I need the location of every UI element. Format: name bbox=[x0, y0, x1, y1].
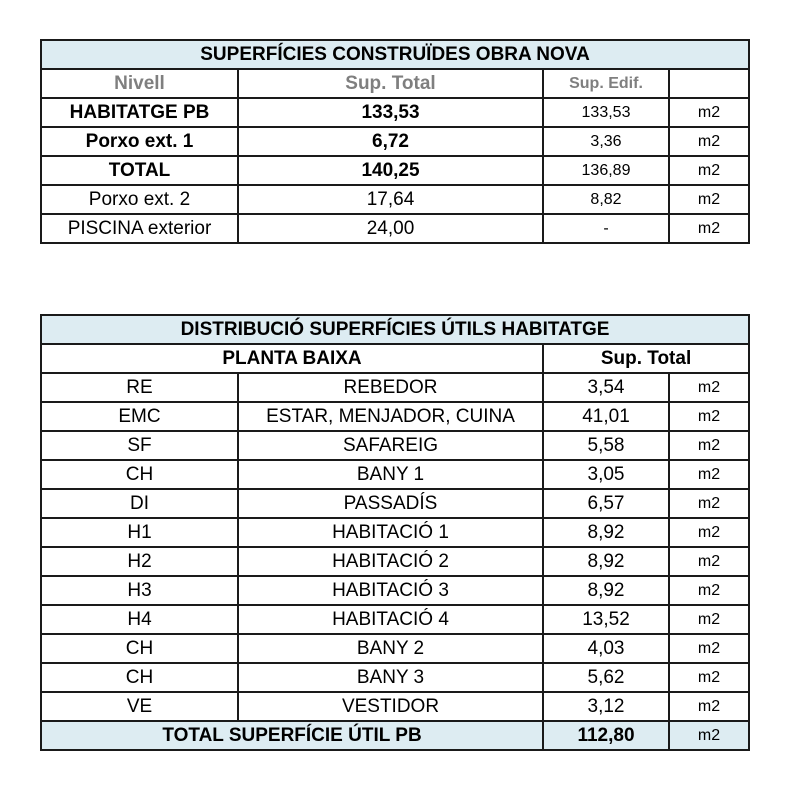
row-sup-total: 24,00 bbox=[238, 214, 543, 243]
row-code: RE bbox=[41, 373, 238, 402]
table-row bbox=[41, 156, 749, 185]
row-code: VE bbox=[41, 692, 238, 721]
row-name: PASSADÍS bbox=[238, 489, 543, 518]
header-unit-empty bbox=[669, 69, 749, 98]
row-unit: m2 bbox=[669, 634, 749, 663]
row-sup-edif: 136,89 bbox=[543, 156, 669, 185]
row-sup-total: 133,53 bbox=[238, 98, 543, 127]
table-row bbox=[41, 634, 749, 663]
row-nivell: PISCINA exterior bbox=[41, 214, 238, 243]
row-value: 6,57 bbox=[543, 489, 669, 518]
header-nivell: Nivell bbox=[41, 69, 238, 98]
table-row bbox=[41, 127, 749, 156]
row-value: 13,52 bbox=[543, 605, 669, 634]
table-row bbox=[41, 431, 749, 460]
row-nivell: HABITATGE PB bbox=[41, 98, 238, 127]
row-code: CH bbox=[41, 663, 238, 692]
table-title: SUPERFÍCIES CONSTRUÏDES OBRA NOVA bbox=[41, 40, 749, 69]
row-code: SF bbox=[41, 431, 238, 460]
row-nivell: Porxo ext. 1 bbox=[41, 127, 238, 156]
row-code: DI bbox=[41, 489, 238, 518]
row-code: CH bbox=[41, 460, 238, 489]
row-value: 3,54 bbox=[543, 373, 669, 402]
row-nivell: TOTAL bbox=[41, 156, 238, 185]
row-value: 8,92 bbox=[543, 518, 669, 547]
row-unit: m2 bbox=[669, 692, 749, 721]
row-name: REBEDOR bbox=[238, 373, 543, 402]
table-title-row bbox=[41, 315, 749, 344]
table-title-row bbox=[41, 40, 749, 69]
row-sup-edif: 133,53 bbox=[543, 98, 669, 127]
row-sup-total: 140,25 bbox=[238, 156, 543, 185]
row-name: VESTIDOR bbox=[238, 692, 543, 721]
table-row bbox=[41, 185, 749, 214]
row-name: BANY 2 bbox=[238, 634, 543, 663]
row-unit: m2 bbox=[669, 373, 749, 402]
header-sup-edif: Sup. Edif. bbox=[543, 69, 669, 98]
row-unit: m2 bbox=[669, 185, 749, 214]
table-row bbox=[41, 489, 749, 518]
table-row bbox=[41, 663, 749, 692]
total-row bbox=[41, 721, 749, 750]
row-unit: m2 bbox=[669, 576, 749, 605]
row-unit: m2 bbox=[669, 214, 749, 243]
row-unit: m2 bbox=[669, 518, 749, 547]
table-row bbox=[41, 402, 749, 431]
table-row bbox=[41, 576, 749, 605]
row-unit: m2 bbox=[669, 489, 749, 518]
row-value: 5,58 bbox=[543, 431, 669, 460]
table-row bbox=[41, 460, 749, 489]
row-name: HABITACIÓ 4 bbox=[238, 605, 543, 634]
row-name: SAFAREIG bbox=[238, 431, 543, 460]
table-row bbox=[41, 518, 749, 547]
superficies-construides-table bbox=[40, 39, 750, 244]
table-title: DISTRIBUCIÓ SUPERFÍCIES ÚTILS HABITATGE bbox=[41, 315, 749, 344]
row-value: 3,05 bbox=[543, 460, 669, 489]
row-value: 4,03 bbox=[543, 634, 669, 663]
row-sup-edif: 8,82 bbox=[543, 185, 669, 214]
row-unit: m2 bbox=[669, 431, 749, 460]
row-name: HABITACIÓ 1 bbox=[238, 518, 543, 547]
row-value: 3,12 bbox=[543, 692, 669, 721]
row-code: H1 bbox=[41, 518, 238, 547]
row-code: EMC bbox=[41, 402, 238, 431]
row-unit: m2 bbox=[669, 402, 749, 431]
row-value: 41,01 bbox=[543, 402, 669, 431]
row-unit: m2 bbox=[669, 156, 749, 185]
header-sup-total: Sup. Total bbox=[543, 344, 749, 373]
row-code: H3 bbox=[41, 576, 238, 605]
row-unit: m2 bbox=[669, 547, 749, 576]
header-sup-total: Sup. Total bbox=[238, 69, 543, 98]
table-row bbox=[41, 214, 749, 243]
header-row bbox=[41, 344, 749, 373]
row-code: H4 bbox=[41, 605, 238, 634]
row-name: BANY 3 bbox=[238, 663, 543, 692]
row-unit: m2 bbox=[669, 605, 749, 634]
row-sup-total: 17,64 bbox=[238, 185, 543, 214]
total-label: TOTAL SUPERFÍCIE ÚTIL PB bbox=[41, 721, 543, 750]
row-unit: m2 bbox=[669, 98, 749, 127]
row-unit: m2 bbox=[669, 127, 749, 156]
total-value: 112,80 bbox=[543, 721, 669, 750]
table-row bbox=[41, 605, 749, 634]
row-value: 8,92 bbox=[543, 576, 669, 605]
header-row bbox=[41, 69, 749, 98]
row-name: ESTAR, MENJADOR, CUINA bbox=[238, 402, 543, 431]
row-nivell: Porxo ext. 2 bbox=[41, 185, 238, 214]
row-sup-total: 6,72 bbox=[238, 127, 543, 156]
row-code: H2 bbox=[41, 547, 238, 576]
row-sup-edif: 3,36 bbox=[543, 127, 669, 156]
table-row bbox=[41, 98, 749, 127]
table-row bbox=[41, 547, 749, 576]
row-name: BANY 1 bbox=[238, 460, 543, 489]
header-planta: PLANTA BAIXA bbox=[41, 344, 543, 373]
total-unit: m2 bbox=[669, 721, 749, 750]
row-value: 8,92 bbox=[543, 547, 669, 576]
row-unit: m2 bbox=[669, 663, 749, 692]
table-row bbox=[41, 692, 749, 721]
distribucio-superficies-table bbox=[40, 314, 750, 751]
row-value: 5,62 bbox=[543, 663, 669, 692]
table-row bbox=[41, 373, 749, 402]
row-sup-edif: - bbox=[543, 214, 669, 243]
row-unit: m2 bbox=[669, 460, 749, 489]
row-code: CH bbox=[41, 634, 238, 663]
row-name: HABITACIÓ 3 bbox=[238, 576, 543, 605]
row-name: HABITACIÓ 2 bbox=[238, 547, 543, 576]
